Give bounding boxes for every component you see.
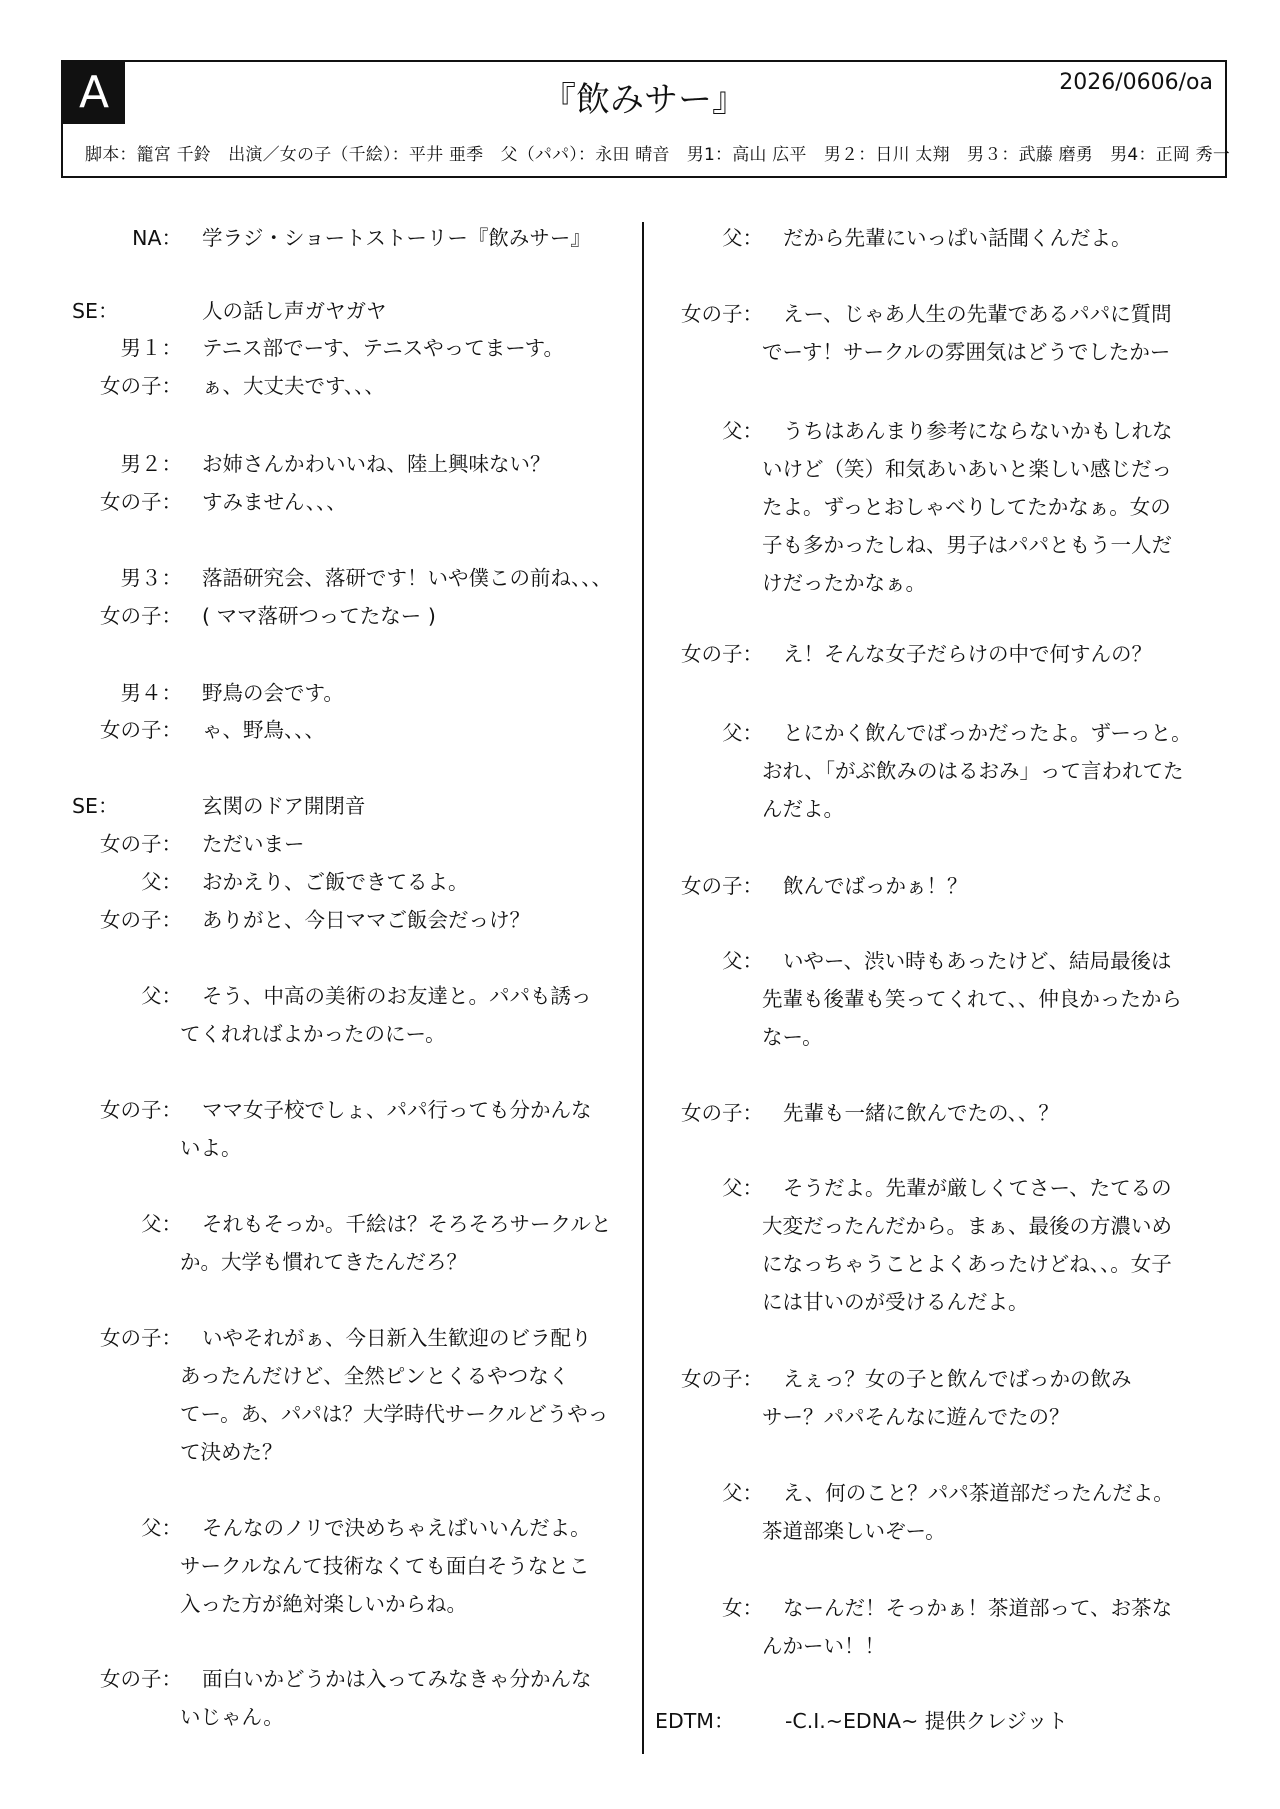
dialogue-line: んだよ。 [762, 797, 844, 821]
speaker-label: SE： [72, 794, 119, 818]
dialogue-line: それもそっか。千絵は？そろそろサークルと [202, 1212, 612, 1236]
dialogue-line: えー、じゃあ人生の先輩であるパパに質問 [783, 302, 1172, 326]
speaker-label: 女の子： [681, 874, 763, 898]
speaker-label: 女の子： [100, 374, 182, 398]
speaker-label: 女の子： [100, 1326, 182, 1350]
dialogue-line: そうだよ。先輩が厳しくてさー、たてるの [783, 1176, 1172, 1200]
dialogue-line: サー？パパそんなに遊んでたの？ [762, 1405, 1070, 1429]
dialogue-line: になっちゃうことよくあったけどね、、。女子 [762, 1252, 1172, 1276]
dialogue-line: 玄関のドア開閉音 [202, 794, 366, 818]
dialogue-line: なー。 [762, 1025, 823, 1049]
script-title: 『飲みサー』 [542, 80, 746, 120]
dialogue-line: えぇっ？女の子と飲んでばっかの飲み [783, 1367, 1132, 1391]
dialogue-line: 大変だったんだから。まぁ、最後の方濃いめ [762, 1214, 1172, 1238]
dialogue-line: か。大学も慣れてきたんだろ？ [180, 1250, 467, 1274]
speaker-label: 女の子： [681, 1367, 763, 1391]
speaker-label: SE： [72, 299, 119, 323]
speaker-label: 女の子： [100, 1667, 182, 1691]
dialogue-line: けだったかなぁ。 [762, 571, 926, 595]
dialogue-line: うちはあんまり参考にならないかもしれな [783, 419, 1173, 443]
dialogue-line: そんなのノリで決めちゃえばいいんだよ。 [202, 1516, 591, 1540]
dialogue-line: とにかく飲んでばっかだったよ。ずーっと。 [783, 721, 1192, 745]
dialogue-line: おれ、「がぶ飲みのはるおみ」って言われてた [762, 759, 1184, 783]
speaker-label: 女の子： [681, 642, 763, 666]
dialogue-line: え、何のこと？パパ茶道部だったんだよ。 [783, 1481, 1174, 1505]
dialogue-line: ママ女子校でしょ、パパ行っても分かんな [202, 1098, 592, 1122]
speaker-label: 男１： [120, 336, 182, 360]
dialogue-line: え！そんな女子だらけの中で何すんの？ [783, 642, 1152, 666]
dialogue-line: いけど（笑）和気あいあいと楽しい感じだっ [762, 457, 1172, 481]
speaker-label: 女の子： [100, 604, 182, 628]
speaker-label: 父： [722, 721, 763, 745]
dialogue-line: 面白いかどうかは入ってみなきゃ分かんな [202, 1667, 592, 1691]
speaker-label: 父： [722, 949, 763, 973]
speaker-label: 女の子： [100, 718, 182, 742]
speaker-label: 女の子： [100, 908, 182, 932]
dialogue-line: ありがと、今日ママご飯会だっけ？ [202, 908, 530, 932]
cast-credits: 脚本：籠宮 千鈴 出演／女の子（千絵）：平井 亜季 父（パパ）：永田 晴音 男1：高山 広平 男２：日川 太翔 男３：武藤 磨勇 男4：正岡 秀一 [85, 145, 1231, 165]
speaker-label: 父： [141, 870, 182, 894]
speaker-label: EDTM： [655, 1709, 735, 1733]
dialogue-line: テニス部でーす、テニスやってまーす。 [202, 336, 565, 360]
dialogue-line: だから先輩にいっぱい話聞くんだよ。 [783, 226, 1132, 250]
dialogue-line: ( ママ落研つってたなー ) [202, 604, 436, 628]
dialogue-line: あったんだけど、全然ピンとくるやつなく [180, 1364, 570, 1388]
dialogue-line: 子も多かったしね、男子はパパともう一人だ [762, 533, 1172, 557]
speaker-label: 女の子： [100, 490, 182, 514]
dialogue-line: いじゃん。 [180, 1705, 284, 1729]
speaker-label: 父： [141, 984, 182, 1008]
dialogue-line: ぁ、大丈夫です、、、 [202, 374, 385, 398]
speaker-label: 父： [722, 419, 763, 443]
dialogue-line: すみません、、、 [202, 490, 347, 514]
dialogue-line: て決めた？ [180, 1440, 283, 1464]
dialogue-line: サークルなんて技術なくても面白そうなとこ [180, 1554, 590, 1578]
dialogue-line: てくれればよかったのにー。 [180, 1022, 446, 1046]
dialogue-line: なーんだ！そっかぁ！茶道部って、お茶な [783, 1596, 1173, 1620]
speaker-label: 父： [141, 1516, 182, 1540]
section-badge: A [63, 62, 125, 124]
speaker-label: 男４： [120, 681, 182, 705]
dialogue-line: いやー、渋い時もあったけど、結局最後は [783, 949, 1172, 973]
dialogue-line: ゃ、野鳥、、、 [202, 718, 325, 742]
speaker-label: 女の子： [100, 1098, 182, 1122]
dialogue-line: そう、中高の美術のお友達と。パパも誘っ [202, 984, 592, 1008]
dialogue-line: いよ。 [180, 1136, 242, 1160]
broadcast-date: 2026/0606/oa [1059, 70, 1213, 95]
speaker-label: 女の子： [681, 1101, 763, 1125]
dialogue-line: 茶道部楽しいぞー。 [762, 1519, 946, 1543]
dialogue-line: たよ。ずっとおしゃべりしてたかなぁ。女の [762, 495, 1171, 519]
dialogue-line: んかーい！！ [762, 1634, 885, 1658]
speaker-label: 父： [722, 1481, 763, 1505]
dialogue-line: てー。あ、パパは？大学時代サークルどうやっ [180, 1402, 609, 1426]
dialogue-line: お姉さんかわいいね、陸上興味ない？ [202, 452, 551, 476]
dialogue-line: 先輩も後輩も笑ってくれて、、仲良かったから [762, 987, 1182, 1011]
dialogue-line: 先輩も一緒に飲んでたの、、？ [783, 1101, 1059, 1125]
speaker-label: 女： [722, 1596, 763, 1620]
dialogue-line: 落語研究会、落研です！いや僕この前ね、、、 [202, 566, 612, 590]
dialogue-line: ただいまー [202, 832, 305, 856]
dialogue-line: いやそれがぁ、今日新入生歓迎のビラ配り [202, 1326, 592, 1350]
speaker-label: 女の子： [681, 302, 763, 326]
speaker-label: 男２： [120, 452, 182, 476]
speaker-label: 父： [141, 1212, 182, 1236]
dialogue-line: 飲んでばっかぁ！？ [783, 874, 968, 898]
speaker-label: 父： [722, 1176, 763, 1200]
dialogue-line: おかえり、ご飯できてるよ。 [202, 870, 469, 894]
dialogue-line: でーす！サークルの雰囲気はどうでしたかー [762, 340, 1171, 364]
speaker-label: NA： [132, 226, 182, 250]
dialogue-line: -C.I.~EDNA~ 提供クレジット [785, 1709, 1068, 1733]
dialogue-line: 野鳥の会です。 [202, 681, 344, 705]
speaker-label: 父： [722, 226, 763, 250]
dialogue-line: 入った方が絶対楽しいからね。 [180, 1592, 467, 1616]
column-divider [642, 222, 644, 1754]
script-header [61, 60, 1231, 178]
dialogue-line: 人の話し声ガヤガヤ [202, 299, 387, 323]
dialogue-line: 学ラジ・ショートストーリー『飲みサー』 [202, 226, 591, 250]
speaker-label: 女の子： [100, 832, 182, 856]
speaker-label: 男３： [120, 566, 182, 590]
dialogue-line: には甘いのが受けるんだよ。 [762, 1290, 1029, 1314]
